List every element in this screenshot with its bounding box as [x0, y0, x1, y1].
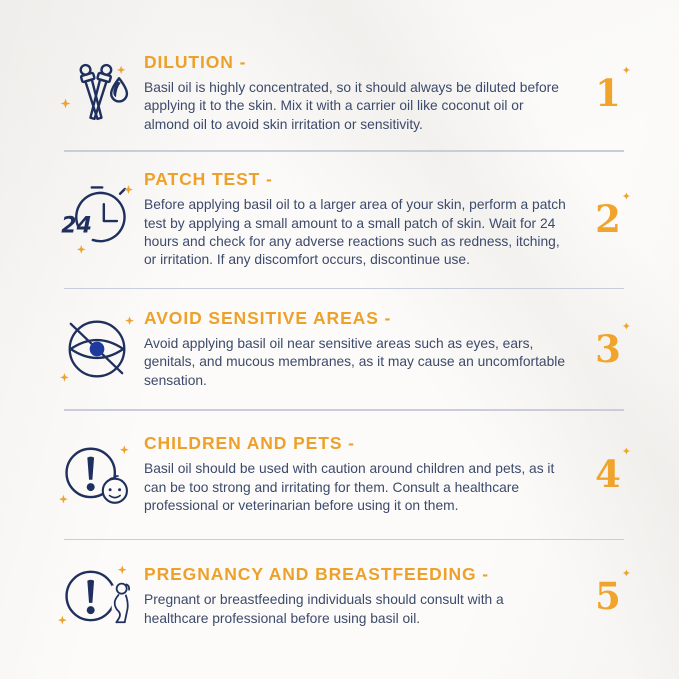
section-body: Before applying basil oil to a larger area of your skin, perform a patch test by applying a small amount to a small patch of skin. Wait for 24 hours and check for any adverse reactions such as redness, itching, or irritation. If any discomfort occurs, discontinue use. [144, 197, 566, 268]
exclamation-bar [87, 580, 94, 603]
section-content [144, 169, 577, 269]
section-body: Pregnant or breastfeeding individuals should consult with a healthcare professional before using basil oil. [144, 592, 504, 626]
pregnancy-warning-icon-svg [55, 554, 139, 638]
sparkle-icon [77, 244, 86, 253]
sparkle-icon: ✦ [621, 64, 631, 77]
step-number: 1 [595, 70, 621, 115]
no-eye-icon-svg [55, 307, 139, 391]
child-warning-icon [50, 433, 144, 517]
section-content [144, 564, 577, 628]
section-number [577, 320, 639, 371]
dropper-icon-svg [55, 51, 139, 135]
section-body: Avoid applying basil oil near sensitive areas such as eyes, ears, genitals, and mucous membranes, as it may cause an uncomfortable sensation. [144, 335, 566, 388]
section-title: DILUTION - [144, 51, 247, 72]
no-eye-icon [50, 307, 144, 391]
sparkle-icon: ✦ [621, 191, 631, 203]
clock-24-label: 24 [61, 213, 92, 239]
sparkle-icon [61, 99, 71, 109]
section-title: AVOID SENSITIVE AREAS - [144, 307, 392, 328]
section-title: CHILDREN AND PETS - [144, 433, 355, 454]
section-pregnancy-and-breastfeeding [0, 540, 679, 652]
sparkle-icon [60, 373, 69, 382]
section-title: PREGNANCY AND BREASTFEEDING - [144, 564, 490, 585]
exclamation-dot [87, 606, 95, 614]
pregnant-figure [112, 584, 131, 623]
sparkle-icon [59, 494, 68, 503]
section-content [144, 308, 577, 390]
clock-icon-svg [55, 178, 139, 262]
sparkle-icon: ✦ [621, 446, 631, 458]
section-number [577, 567, 639, 618]
pregnancy-warning-icon [50, 554, 144, 638]
sparkle-icon [124, 185, 133, 194]
section-body: Basil oil should be used with caution around children and pets, as it can be too strong and irritating for them. Consult a healthcare professional or veterinarian before using it on them. [144, 461, 555, 514]
sparkle-icon: ✦ [621, 567, 631, 580]
sparkle-icon [118, 565, 127, 574]
sparkle-icon [58, 616, 67, 625]
exclamation-bar [87, 456, 94, 479]
step-number: 3 [595, 326, 621, 371]
eye-pupil [90, 342, 105, 357]
sparkle-icon: ✦ [621, 320, 631, 333]
child-warning-icon-svg [55, 433, 139, 517]
step-number: 2 [595, 197, 621, 241]
section-body: Basil oil is highly concentrated, so it should always be diluted before applying it to the skin. Mix it with a carrier oil like coconut oil or almond oil to avoid skin irritation or sensitivity. [144, 79, 559, 132]
section-patch-test [0, 152, 679, 288]
section-children-and-pets [0, 411, 679, 539]
section-title: PATCH TEST - [144, 169, 273, 190]
sparkle-icon [120, 445, 129, 454]
section-content [144, 52, 577, 134]
sparkle-icon [117, 66, 125, 74]
exclamation-dot [87, 483, 95, 491]
dropper-icon [50, 51, 144, 135]
child-face [103, 475, 127, 502]
section-dilution [0, 36, 679, 150]
section-content [144, 433, 577, 515]
step-number: 5 [595, 573, 621, 618]
section-number [577, 446, 639, 496]
24-hour-clock-icon [50, 178, 144, 262]
section-number [577, 191, 639, 241]
step-number: 4 [595, 452, 621, 496]
section-number [577, 64, 639, 115]
section-avoid-sensitive-areas [0, 289, 679, 409]
sparkle-icon [125, 316, 134, 325]
